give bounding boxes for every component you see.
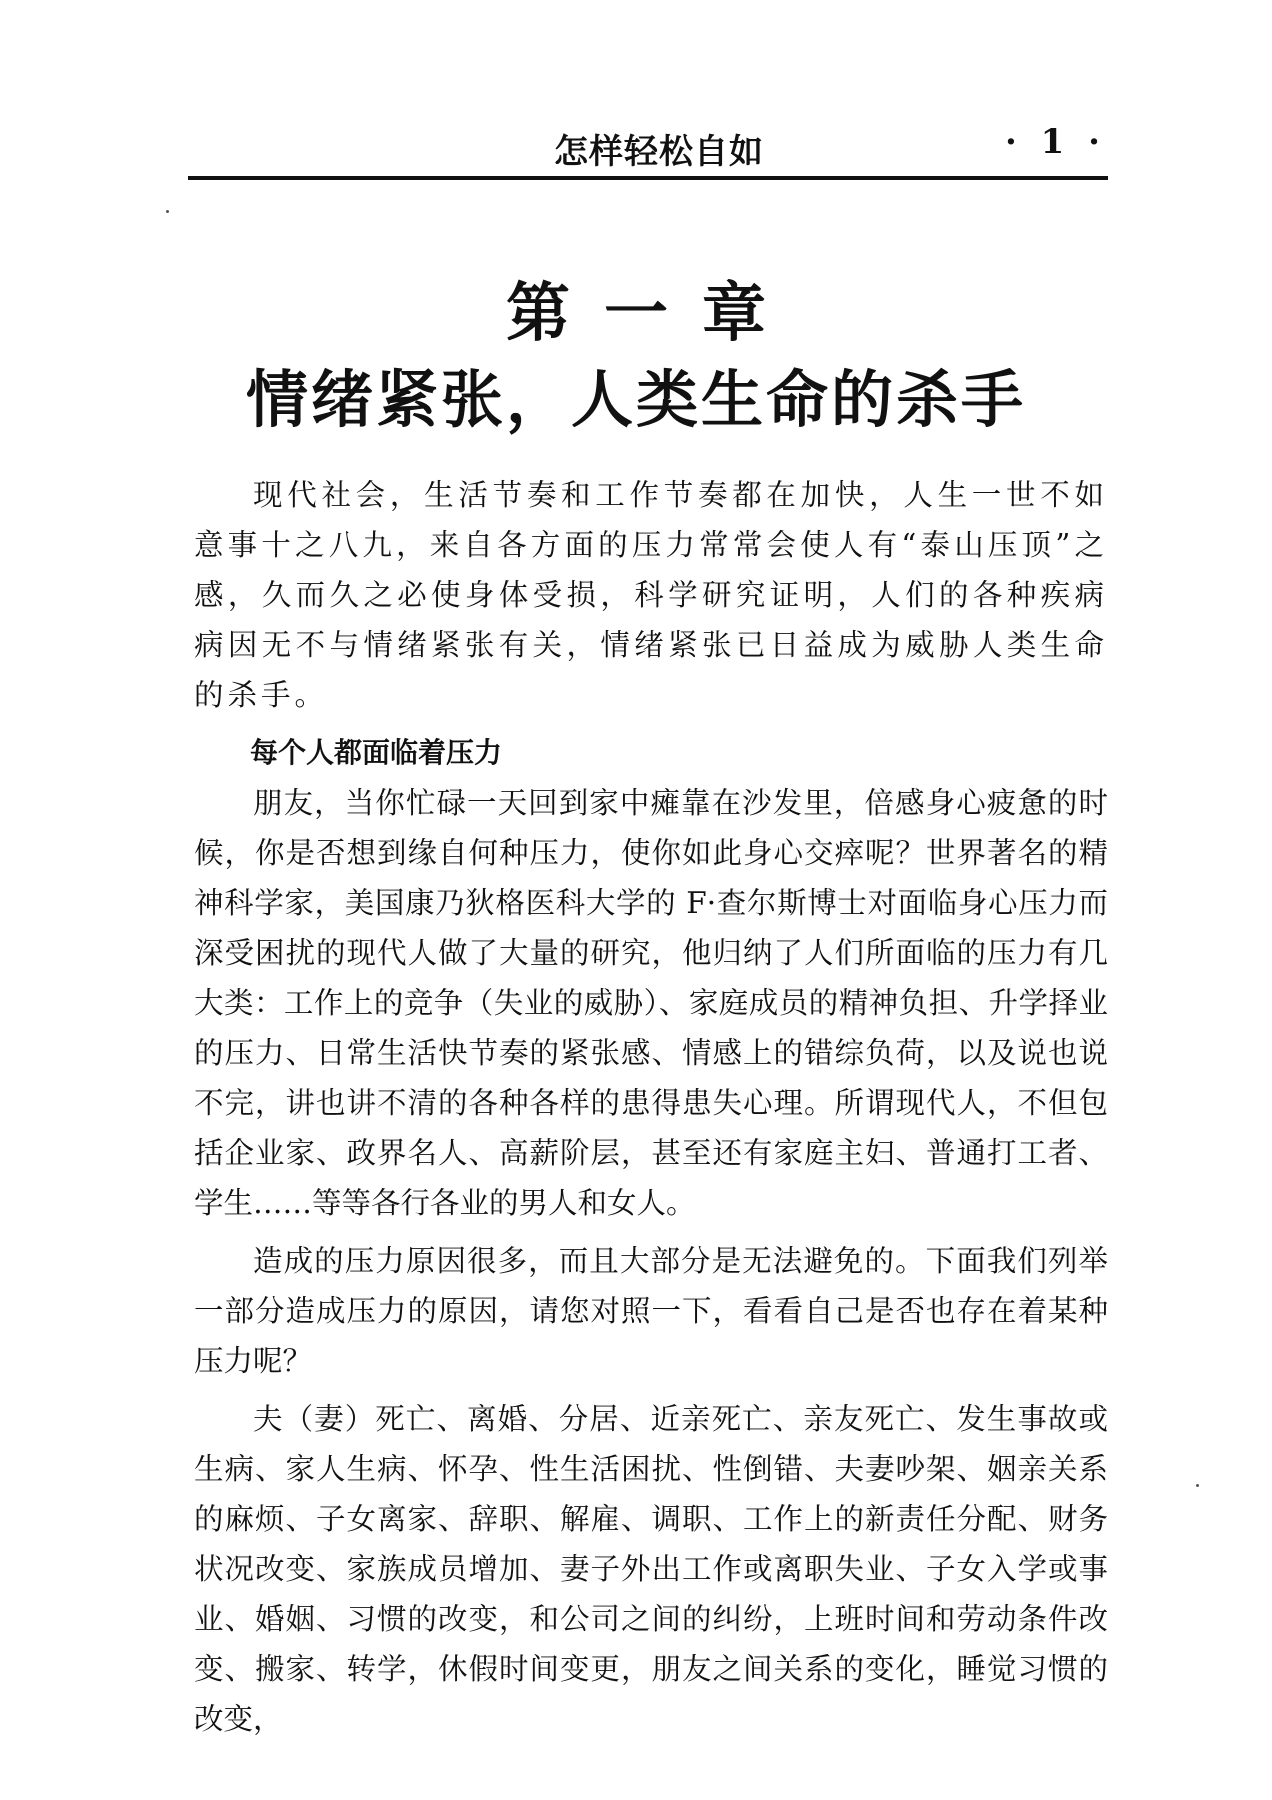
body-paragraph: 造成的压力原因很多，而且大部分是无法避免的。下面我们列举一部分造成压力的原因，请您对照一下，看看自己是否也存在着某种压力呢？ [194,1244,1108,1378]
body-text [194,470,1108,1744]
scan-speck [1196,1484,1199,1487]
body-paragraph: 夫（妻）死亡、离婚、分居、近亲死亡、亲友死亡、发生事故或生病、家人生病、怀孕、性生活困扰、性倒错、夫妻吵架、姻亲关系的麻烦、子女离家、辞职、解雇、调职、工作上的新责任分配、财务状况改变、家族成员增加、妻子外出工作或离职失业、子女入学或事业、婚姻、习惯的改变，和公司之间的纠纷，上班时间和劳动条件改变、搬家、转学，休假时间变更，朋友之间关系的变化，睡觉习惯的改变， [194,1402,1108,1736]
section-heading: 每个人都面临着压力 [250,736,503,769]
page-number: · 1 · [1004,122,1106,162]
running-title: 怎样轻松自如 [554,132,764,172]
chapter-title: 情绪紧张，人类生命的杀手 [245,363,1026,436]
intro-paragraph: 现代社会，生活节奏和工作节奏都在加快，人生一世不如意事十之八九，来自各方面的压力常常会使人有“泰山压顶”之感，久而久之必使身体受损，科学研究证明，人们的各种疾病病因无不与情绪紧张有关，情绪紧张已日益成为威胁人类生命的杀手。 [194,478,1108,712]
chapter-number: 第一章 [506,277,800,351]
running-header [188,120,1108,180]
body-paragraph: 朋友，当你忙碌一天回到家中瘫靠在沙发里，倍感身心疲惫的时候，你是否想到缘自何种压力，使你如此身心交瘁呢？世界著名的精神科学家，美国康乃狄格医科大学的 F·查尔斯博士对面临身心压力而深受困扰的现代人做了大量的研究，他归纳了人们所面临的压力有几大类：工作上的竞争（失业的威胁）、家庭成员的精神负担、升学择业的压力、日常生活快节奏的紧张感、情感上的错综负荷，以及说也说不完，讲也讲不清的各种各样的患得患失心理。所谓现代人，不但包括企业家、政界名人、高薪阶层，甚至还有家庭主妇、普通打工者、学生……等等各行各业的男人和女人。 [194,786,1108,1220]
scan-speck [166,210,169,213]
